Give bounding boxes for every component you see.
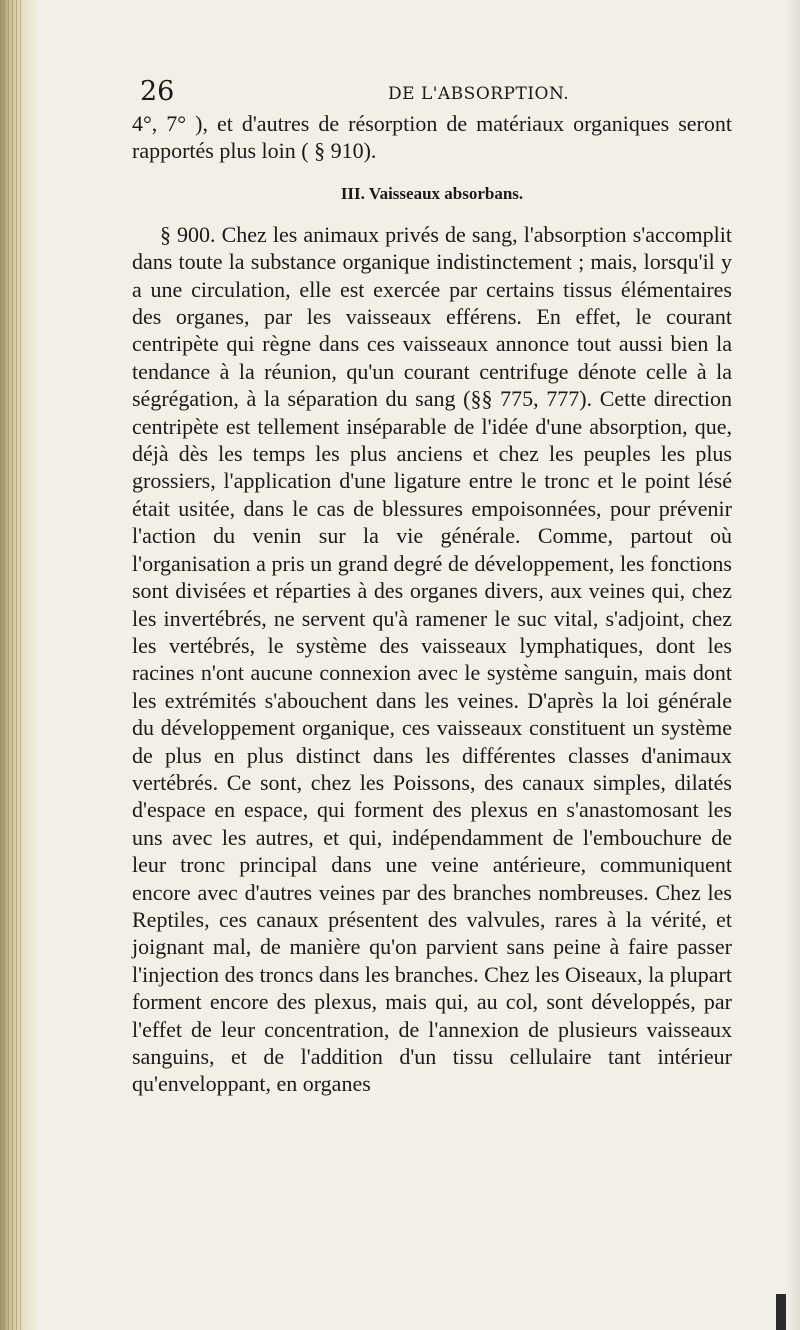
main-paragraph: § 900. Chez les animaux privés de sang, l'absorption s'accomplit dans toute la substance organique indistinctement ; mais, lorsqu'il y a une circulation, elle est exercée par certains tissus élémentaires des organes, par les vaisseaux efférens. En effet, le courant centripète qui règne dans ces vaisseaux annonce tout aussi bien la tendance à la réunion, qu'un courant centrifuge dénote celle à la ségrégation, à la séparation du sang (§§ 775, 777). Cette direction centripète est tellement inséparable de l'idée d'une absorption, que, déjà dès les temps les plus anciens et chez les peuples les plus grossiers, l'application d'une ligature entre le tronc et le point lésé était usitée, dans le cas de blessures empoisonnées, pour prévenir l'action du venin sur la vie générale. Comme, partout où l'organisation a pris un grand degré de développement, les fonctions sont divisées et réparties à des organes divers, aux veines qui, chez les invertébrés, ne servent qu'à ramener le suc vital, s'adjoint, chez les vertébrés, le système des vaisseaux lymphatiques, dont les racines n'ont aucune connexion avec le système sanguin, mais dont les extrémités s'abouchent dans les veines. D'après la loi générale du développement organique, ces vaisseaux constituent un système de plus en plus distinct dans les différentes classes d'animaux vertébrés. Ce sont, chez les Poissons, des canaux simples, dilatés d'espace en espace, qui forment des plexus en s'anastomosant les uns avec les autres, et qui, indépendamment de l'embouchure de leur tronc principal dans une veine antérieure, communiquent encore avec d'autres veines par des branches nombreuses. Chez les Reptiles, ces canaux présentent des valvules, rares à la vérité, et joignant mal, de manière qu'on parvient sans peine à faire passer l'injection des troncs dans les branches. Chez les Oiseaux, la plupart forment encore des plexus, mais qui, au col, sont développés, par l'effet de leur concentration, de l'annexion de plusieurs vaisseaux sanguins, et de l'addition d'un tissu cellulaire tant intérieur qu'enveloppant, en organes bbox=[132, 221, 732, 1097]
scan-edge-mark bbox=[776, 1294, 786, 1330]
page-right-edge bbox=[786, 0, 800, 1330]
continuation-paragraph: 4°, 7° ), et d'autres de résorption de matériaux organiques seront rapportés plus loin ( § 910). bbox=[132, 111, 732, 164]
binding-stitching bbox=[4, 0, 24, 1330]
book-page bbox=[132, 70, 732, 1098]
running-head-title: DE L'ABSORPTION. bbox=[388, 84, 570, 104]
page-number: 26 bbox=[140, 76, 175, 107]
body-text bbox=[132, 110, 732, 1098]
running-head bbox=[132, 70, 732, 110]
section-heading: III. Vaisseaux absorbans. bbox=[340, 183, 524, 203]
